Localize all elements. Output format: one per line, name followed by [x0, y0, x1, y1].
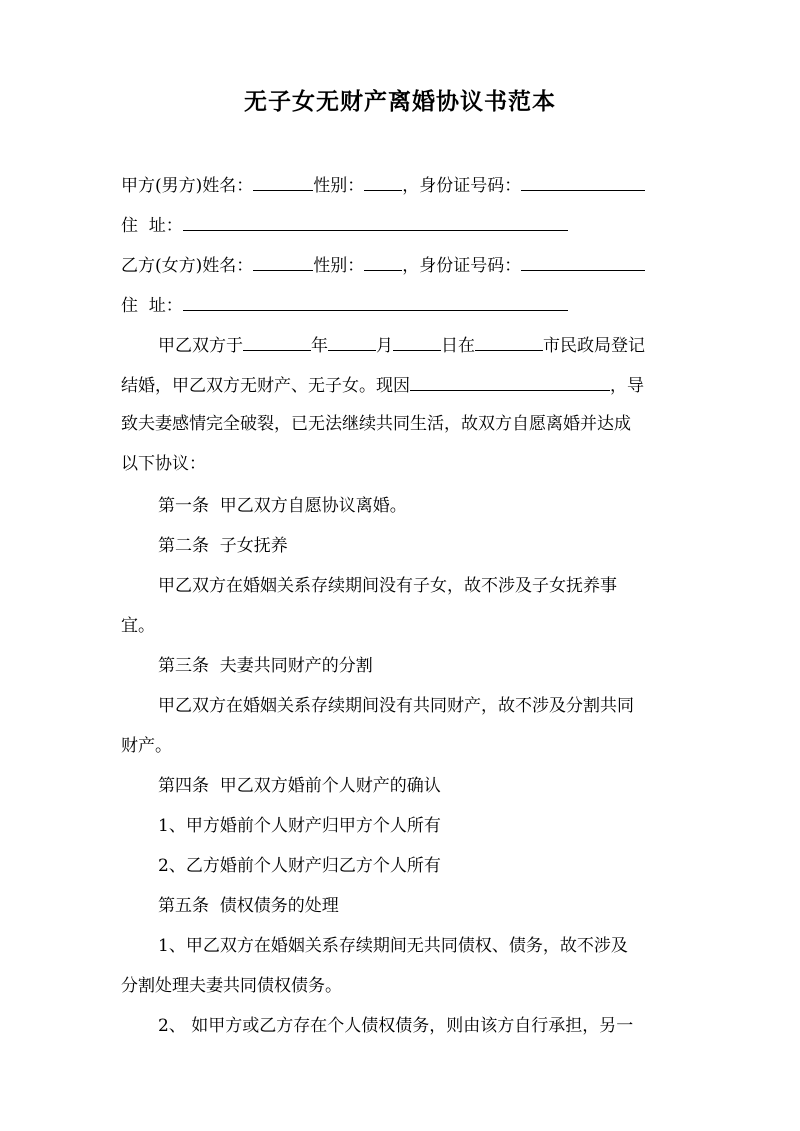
document-title: 无子女无财产离婚协议书范本 — [244, 88, 556, 115]
party-a-name-label: 甲方(男方)姓名： — [121, 176, 254, 196]
separator: ， — [402, 256, 420, 276]
party-a-address-label: 住 址： — [121, 216, 183, 236]
party-b-id-blank[interactable] — [521, 252, 645, 271]
article-5-heading: 第五条 债权债务的处理 — [158, 896, 339, 916]
intro-line-3: 致夫妻感情完全破裂，已无法继续共同生活，故双方自愿离婚并达成 — [121, 414, 631, 434]
intro-line-2 — [121, 372, 681, 398]
party-a-address-blank[interactable] — [183, 212, 568, 231]
article-2-text-line-1: 甲乙双方在婚姻关系存续期间没有子女，故不涉及子女抚养事 — [158, 576, 617, 596]
marriage-month-blank[interactable] — [328, 332, 376, 351]
party-b-info-line — [121, 252, 681, 278]
article-1: 第一条 甲乙双方自愿协议离婚。 — [158, 496, 407, 516]
intro-text: 甲乙双方于 — [158, 336, 243, 356]
article-3-text-line-1: 甲乙双方在婚姻关系存续期间没有共同财产，故不涉及分割共同 — [158, 696, 634, 716]
divorce-reason-blank[interactable] — [410, 372, 610, 391]
intro-text: 日在 — [441, 336, 475, 356]
party-a-address-line — [121, 212, 681, 238]
intro-text: ，导 — [610, 376, 644, 396]
intro-text: 月 — [376, 336, 393, 356]
article-3-text-line-2: 财产。 — [121, 736, 172, 756]
party-a-gender-blank[interactable] — [364, 172, 402, 191]
party-b-gender-blank[interactable] — [364, 252, 402, 271]
article-5-item-1-line-2: 分割处理夫妻共同债权债务。 — [121, 976, 342, 996]
separator: ， — [402, 176, 420, 196]
article-5-item-1-line-1: 1、甲乙双方在婚姻关系存续期间无共同债权、债务，故不涉及 — [158, 936, 628, 956]
party-a-gender-label: 性别： — [313, 176, 365, 196]
marriage-city-blank[interactable] — [475, 332, 543, 351]
intro-text: 结婚，甲乙双方无财产、无子女。现因 — [121, 376, 410, 396]
article-4-heading: 第四条 甲乙双方婚前个人财产的确认 — [158, 776, 441, 796]
party-b-name-blank[interactable] — [253, 252, 313, 271]
party-b-id-label: 身份证号码： — [419, 256, 522, 276]
intro-line-4: 以下协议： — [121, 454, 206, 474]
intro-text: 市民政局登记 — [543, 336, 645, 356]
article-3-heading: 第三条 夫妻共同财产的分割 — [158, 656, 373, 676]
party-b-address-line — [121, 292, 681, 318]
party-b-gender-label: 性别： — [313, 256, 365, 276]
intro-text: 年 — [311, 336, 328, 356]
marriage-day-blank[interactable] — [393, 332, 441, 351]
party-a-id-blank[interactable] — [521, 172, 645, 191]
party-a-id-label: 身份证号码： — [419, 176, 522, 196]
intro-line-1 — [158, 332, 682, 358]
party-b-address-label: 住 址： — [121, 296, 183, 316]
article-2-text-line-2: 宜。 — [121, 616, 155, 636]
article-4-item-2: 2、乙方婚前个人财产归乙方个人所有 — [158, 856, 441, 876]
article-5-item-2-line-1: 2、 如甲方或乙方存在个人债权债务，则由该方自行承担，另一 — [158, 1016, 634, 1036]
article-2-heading: 第二条 子女抚养 — [158, 536, 288, 556]
party-b-address-blank[interactable] — [183, 292, 568, 311]
party-a-info-line — [121, 172, 681, 198]
party-b-name-label: 乙方(女方)姓名： — [121, 256, 254, 276]
marriage-year-blank[interactable] — [243, 332, 311, 351]
article-4-item-1: 1、甲方婚前个人财产归甲方个人所有 — [158, 816, 441, 836]
party-a-name-blank[interactable] — [253, 172, 313, 191]
